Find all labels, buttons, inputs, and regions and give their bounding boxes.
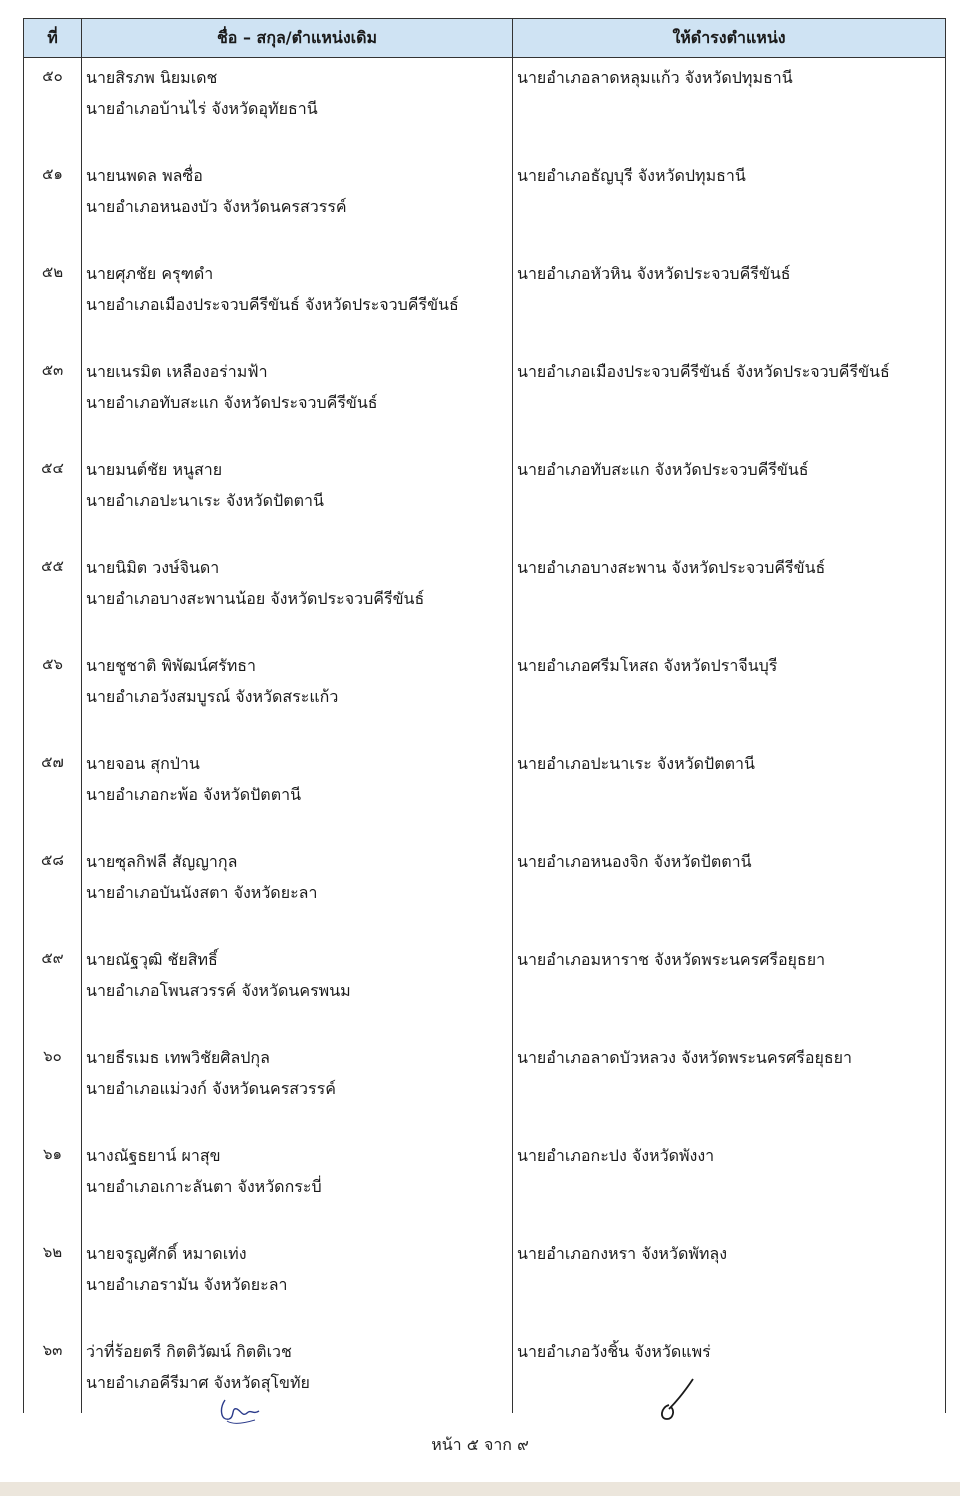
row-number: ๕๖ [24,646,82,744]
name-old-position-cell [82,156,513,254]
new-position-cell [513,254,946,352]
person-name: นายมนต์ชัย หนูสาย [86,459,223,479]
name-old-position-cell [82,744,513,842]
old-position: นายอำเภอรามัน จังหวัดยะลา [86,1274,288,1294]
name-old-position-cell [82,352,513,450]
new-position-cell [513,842,946,940]
table-row [24,58,946,156]
table-row [24,1038,946,1136]
person-name: นายนพดล พลซื่อ [86,165,203,185]
new-position-cell [513,156,946,254]
new-position-cell [513,1038,946,1136]
old-position: นายอำเภอบันนังสตา จังหวัดยะลา [86,882,318,902]
new-position: นายอำเภอลาดหลุมแก้ว จังหวัดปทุมธานี [517,68,793,87]
new-position-cell [513,548,946,646]
table-row [24,450,946,548]
new-position-cell [513,1332,946,1413]
new-position-cell [513,940,946,1038]
new-position: นายอำเภอมหาราช จังหวัดพระนครศรีอยุธยา [517,949,826,969]
table-row [24,744,946,842]
name-old-position-cell [82,842,513,940]
row-number: ๕๐ [24,58,82,156]
table-row [24,1234,946,1332]
appointment-table [23,18,946,1413]
person-name: นายเนรมิต เหลืองอร่ามฟ้า [86,361,268,381]
name-old-position-cell [82,1136,513,1234]
row-number: ๖๑ [24,1136,82,1234]
old-position: นายอำเภอเมืองประจวบคีรีขันธ์ จังหวัดประจวบคีรีขันธ์ [86,294,459,314]
person-name: นายสิรภพ นิยมเดช [86,68,218,87]
person-name: นายธีรเมธ เทพวิชัยศิลปกุล [86,1047,270,1067]
person-name: นายชูชาติ พิพัฒน์ศรัทธา [86,655,257,675]
new-position: นายอำเภอทับสะแก จังหวัดประจวบคีรีขันธ์ [517,459,809,479]
new-position-cell [513,352,946,450]
signature-initial-left [215,1395,265,1425]
row-number: ๕๓ [24,352,82,450]
new-position: นายอำเภอหนองจิก จังหวัดปัตตานี [517,851,752,871]
row-number: ๕๔ [24,450,82,548]
table-header-row [24,19,946,58]
new-position-cell [513,646,946,744]
page-number-footer: หน้า ๕ จาก ๙ [431,1435,529,1454]
table-body [24,58,946,1413]
table-row [24,1136,946,1234]
new-position: นายอำเภอปะนาเระ จังหวัดปัตตานี [517,753,755,773]
table-row [24,646,946,744]
person-name: นายศุภชัย ครุฑดำ [86,263,214,283]
new-position: นายอำเภอบางสะพาน จังหวัดประจวบคีรีขันธ์ [517,557,826,577]
row-number: ๕๘ [24,842,82,940]
row-number: ๕๗ [24,744,82,842]
person-name: นายจอน สุกป่าน [86,753,200,773]
table-row [24,1332,946,1413]
new-position-cell [513,450,946,548]
row-number: ๕๑ [24,156,82,254]
header-name-old-position: ชื่อ – สกุล/ตำแหน่งเดิม [82,19,513,58]
new-position-cell [513,1234,946,1332]
table-row [24,548,946,646]
person-name: นายจรูญศักดิ์ หมาดเท่ง [86,1243,247,1263]
old-position: นายอำเภอคีรีมาศ จังหวัดสุโขทัย [86,1372,310,1392]
row-number: ๖๐ [24,1038,82,1136]
new-position-cell [513,744,946,842]
person-name: นายซุลกิฟลี สัญญากุล [86,851,238,871]
table-row [24,940,946,1038]
person-name: นางณัฐธยาน์ ผาสุข [86,1145,221,1165]
old-position: นายอำเภอหนองบัว จังหวัดนครสวรรค์ [86,196,347,216]
scan-edge-band [0,1482,960,1496]
row-number: ๖๒ [24,1234,82,1332]
table-row [24,254,946,352]
person-name: นายณัฐวุฒิ ชัยสิทธิ์ [86,949,218,969]
name-old-position-cell [82,1038,513,1136]
signature-initial-right [655,1375,700,1425]
new-position: นายอำเภอศรีมโหสถ จังหวัดปราจีนบุรี [517,655,778,675]
old-position: นายอำเภอทับสะแก จังหวัดประจวบคีรีขันธ์ [86,392,378,412]
new-position: นายอำเภอเมืองประจวบคีรีขันธ์ จังหวัดประจวบคีรีขันธ์ [517,361,890,381]
old-position: นายอำเภอบางสะพานน้อย จังหวัดประจวบคีรีขันธ์ [86,588,425,608]
row-number: ๖๓ [24,1332,82,1413]
header-number: ที่ [24,19,82,58]
table-row [24,156,946,254]
new-position: นายอำเภอกงหรา จังหวัดพัทลุง [517,1243,728,1263]
name-old-position-cell [82,646,513,744]
new-position: นายอำเภอลาดบัวหลวง จังหวัดพระนครศรีอยุธยา [517,1047,853,1067]
row-number: ๕๙ [24,940,82,1038]
new-position-cell [513,1136,946,1234]
old-position: นายอำเภอโพนสวรรค์ จังหวัดนครพนม [86,980,351,1000]
old-position: นายอำเภอกะพ้อ จังหวัดปัตตานี [86,784,302,804]
row-number: ๕๕ [24,548,82,646]
name-old-position-cell [82,548,513,646]
new-position: นายอำเภอกะปง จังหวัดพังงา [517,1145,715,1165]
new-position: นายอำเภอธัญบุรี จังหวัดปทุมธานี [517,165,746,185]
name-old-position-cell [82,940,513,1038]
table-row [24,352,946,450]
person-name: นายนิมิต วงษ์จินดา [86,557,220,577]
old-position: นายอำเภอเกาะลันตา จังหวัดกระบี่ [86,1176,322,1196]
header-new-position: ให้ดำรงตำแหน่ง [513,19,946,58]
name-old-position-cell [82,450,513,548]
old-position: นายอำเภอวังสมบูรณ์ จังหวัดสระแก้ว [86,686,339,706]
person-name: ว่าที่ร้อยตรี กิตติวัฒน์ กิตติเวช [86,1341,292,1361]
name-old-position-cell [82,58,513,156]
new-position-cell [513,58,946,156]
row-number: ๕๒ [24,254,82,352]
new-position: นายอำเภอหัวหิน จังหวัดประจวบคีรีขันธ์ [517,263,791,283]
old-position: นายอำเภอบ้านไร่ จังหวัดอุทัยธานี [86,99,318,118]
name-old-position-cell [82,1332,513,1413]
table-row [24,842,946,940]
old-position: นายอำเภอปะนาเระ จังหวัดปัตตานี [86,490,324,510]
name-old-position-cell [82,254,513,352]
new-position: นายอำเภอวังชิ้น จังหวัดแพร่ [517,1341,711,1361]
name-old-position-cell [82,1234,513,1332]
old-position: นายอำเภอแม่วงก์ จังหวัดนครสวรรค์ [86,1078,336,1098]
